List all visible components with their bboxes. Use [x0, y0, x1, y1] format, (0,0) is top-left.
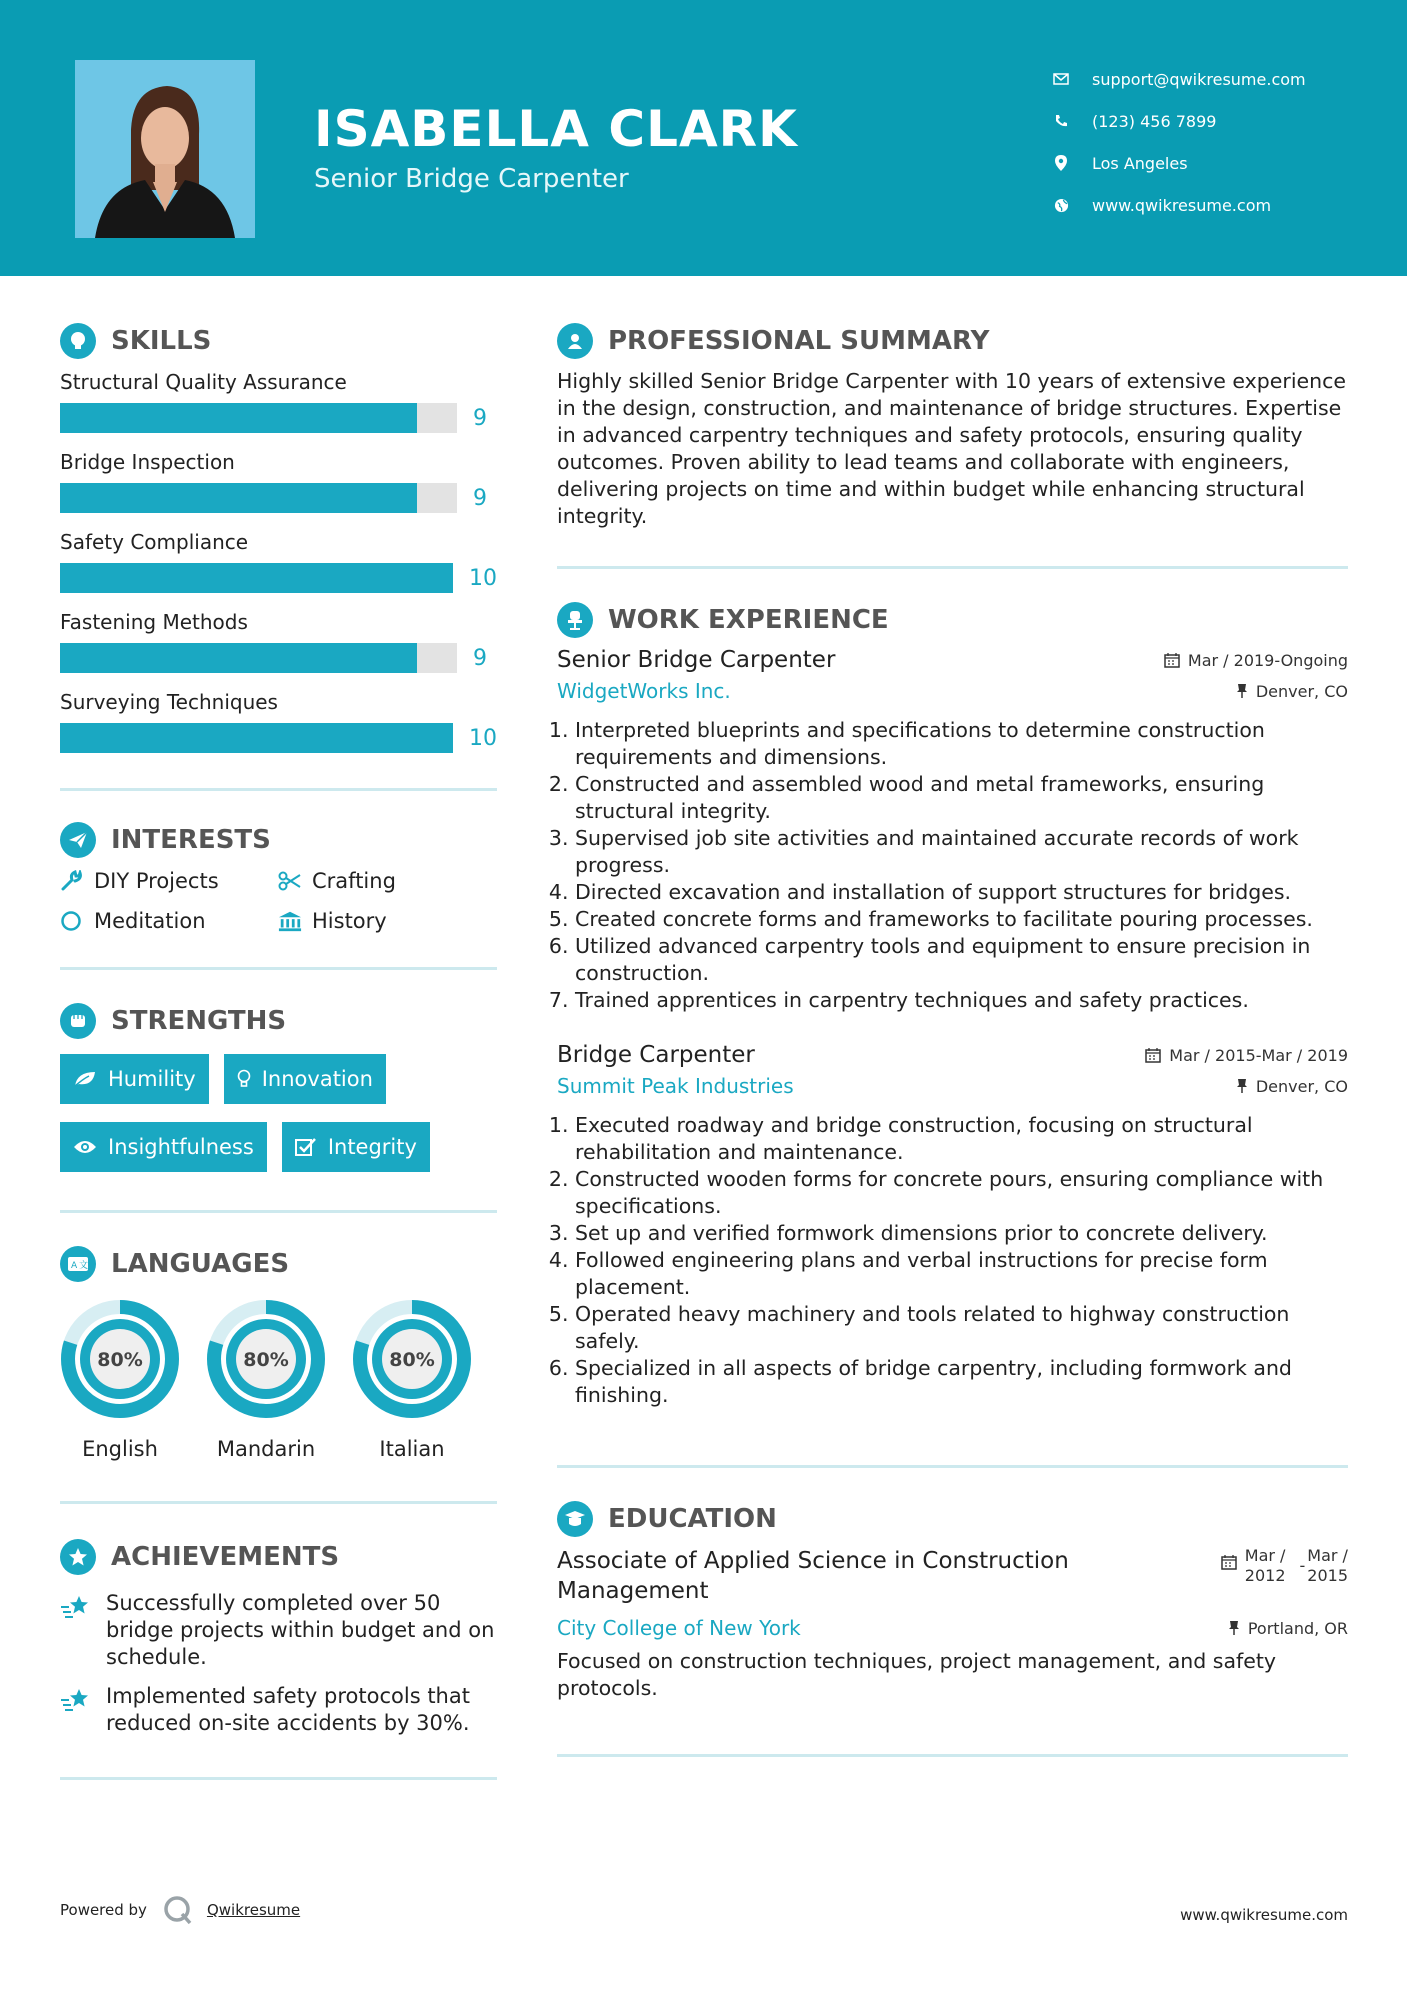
- interest-item: [60, 909, 278, 933]
- summary-section: [557, 318, 1348, 569]
- map-pin-icon: [1050, 152, 1072, 174]
- education-degree: Associate of Applied Science in Construction Management: [557, 1548, 1069, 1604]
- interests-list: [60, 869, 497, 933]
- strengths-header: [60, 998, 497, 1044]
- duty-item: 4. Directed excavation and installation of support structures for bridges.: [575, 879, 1348, 906]
- education-header: [557, 1496, 1348, 1542]
- skill-bar-row: [60, 554, 497, 602]
- skill-bar-row: [60, 714, 497, 762]
- skill-bar-track: [60, 643, 457, 673]
- job-title: Bridge Carpenter: [557, 1042, 755, 1068]
- achievement-text: Implemented safety protocols that reduced on-site accidents by 30%.: [106, 1684, 470, 1735]
- svg-text:文: 文: [79, 1261, 89, 1271]
- candidate-title: Senior Bridge Carpenter: [314, 164, 629, 194]
- duty-item: 5. Operated heavy machinery and tools related to highway construction safely.: [575, 1301, 1348, 1355]
- globe-icon: [1050, 194, 1072, 216]
- skill-item: [60, 370, 497, 442]
- job-title: Senior Bridge Carpenter: [557, 647, 836, 673]
- interest-item: [278, 909, 496, 933]
- calendar-icon: [1221, 1554, 1237, 1570]
- contact-email[interactable]: [1050, 58, 1306, 100]
- languages-section: [60, 1241, 497, 1504]
- skill-item: [60, 690, 497, 762]
- powered-by-text: Powered by: [60, 1901, 147, 1919]
- fist-icon: [60, 1003, 96, 1039]
- education-title: EDUCATION: [608, 1504, 777, 1534]
- language-name: English: [82, 1437, 158, 1461]
- duty-item: 6. Specialized in all aspects of bridge carpentry, including formwork and finishing.: [575, 1355, 1348, 1409]
- duty-item: 5. Created concrete forms and frameworks to facilitate pouring processes.: [575, 906, 1348, 933]
- shooting-star-icon: [60, 1687, 92, 1717]
- job-company-row: [557, 679, 1348, 703]
- job-location: [1236, 682, 1348, 701]
- languages-title: LANGUAGES: [111, 1249, 290, 1279]
- divider: [557, 566, 1348, 569]
- education-date-dash: -: [1299, 1556, 1306, 1575]
- language-item: [206, 1299, 326, 1461]
- pushpin-icon: [1236, 683, 1248, 699]
- header-banner: [0, 0, 1407, 276]
- skill-name: Fastening Methods: [60, 610, 248, 634]
- job-dates-text: Mar / 2019-Ongoing: [1187, 650, 1348, 670]
- job-title-row: [557, 1042, 1348, 1068]
- skill-bar-row: [60, 474, 497, 522]
- education-description: Focused on construction techniques, project management, and safety protocols.: [557, 1649, 1277, 1700]
- language-name: Italian: [379, 1437, 445, 1461]
- job-dates-text: Mar / 2015-Mar / 2019: [1169, 1045, 1348, 1065]
- skill-value: 9: [473, 405, 487, 431]
- job-company: WidgetWorks Inc.: [557, 679, 731, 703]
- education-end: [1307, 1546, 1348, 1586]
- job-title-row: [557, 647, 1348, 673]
- skill-item: [60, 450, 497, 522]
- contact-phone[interactable]: [1050, 100, 1306, 142]
- strength-tag: [60, 1122, 267, 1172]
- achievements-title: ACHIEVEMENTS: [111, 1542, 340, 1572]
- duty-item: 4. Followed engineering plans and verbal instructions for precise form placement.: [575, 1247, 1348, 1301]
- skill-value: 10: [469, 565, 497, 591]
- lightbulb-icon: [237, 1069, 251, 1089]
- skill-bar-fill: [60, 563, 453, 593]
- job-company: Summit Peak Industries: [557, 1074, 794, 1098]
- achievements-header: [60, 1534, 497, 1580]
- duty-item: 2. Constructed and assembled wood and metal frameworks, ensuring structural integrity.: [575, 771, 1348, 825]
- divider: [557, 1754, 1348, 1757]
- leaf-icon: [73, 1070, 97, 1088]
- skill-name: Safety Compliance: [60, 530, 249, 554]
- profile-photo: [75, 60, 255, 238]
- achievement-item: [60, 1683, 497, 1737]
- summary-header: [557, 318, 1348, 364]
- eye-icon: [73, 1139, 97, 1155]
- divider: [60, 967, 497, 970]
- language-donut: [60, 1299, 180, 1419]
- strength-label: Insightfulness: [108, 1135, 254, 1159]
- svg-text:A: A: [71, 1261, 78, 1271]
- interest-item: [278, 869, 496, 893]
- skill-bar-row: [60, 634, 497, 682]
- language-percent: 80%: [389, 1349, 435, 1371]
- scissors-icon: [278, 869, 302, 893]
- education-dates: [1221, 1546, 1348, 1586]
- contact-website[interactable]: [1050, 184, 1306, 226]
- achievements-section: [60, 1534, 497, 1780]
- interests-title: INTERESTS: [111, 825, 271, 855]
- language-item: [352, 1299, 472, 1461]
- phone-icon: [1050, 110, 1072, 132]
- strength-label: Integrity: [327, 1135, 417, 1159]
- brand-link[interactable]: Qwikresume: [206, 1901, 301, 1919]
- job-location-text: Denver, CO: [1255, 681, 1348, 701]
- wrench-icon: [60, 869, 84, 893]
- skill-item: [60, 530, 497, 602]
- education-location: [1228, 1619, 1348, 1638]
- footer-powered-by: [60, 1895, 300, 1925]
- divider: [60, 788, 497, 791]
- duty-item: 7. Trained apprentices in carpentry techniques and safety practices.: [575, 987, 1348, 1014]
- skill-value: 10: [469, 725, 497, 751]
- right-column: [557, 318, 1348, 1757]
- skill-bar-track: [60, 723, 453, 753]
- divider: [60, 1501, 497, 1504]
- job-location: [1236, 1077, 1348, 1096]
- strengths-title: STRENGTHS: [111, 1006, 287, 1036]
- circle-icon: [60, 909, 84, 933]
- strength-tag: [282, 1122, 430, 1172]
- education-location-text: Portland, OR: [1247, 1618, 1348, 1638]
- education-start: [1245, 1546, 1286, 1586]
- skill-value: 9: [473, 645, 487, 671]
- skills-list: [60, 370, 497, 762]
- summary-title: PROFESSIONAL SUMMARY: [608, 326, 990, 356]
- job-location-text: Denver, CO: [1255, 1076, 1348, 1096]
- strength-tag: [60, 1054, 209, 1104]
- interest-label: History: [312, 909, 387, 933]
- divider: [60, 1210, 497, 1213]
- experience-title: WORK EXPERIENCE: [608, 605, 889, 635]
- divider: [60, 1777, 497, 1780]
- interests-section: [60, 817, 497, 970]
- contact-phone-text: (123) 456 7899: [1092, 111, 1217, 131]
- achievement-text: Successfully completed over 50 bridge projects within budget and on schedule.: [106, 1591, 495, 1669]
- contact-location: [1050, 142, 1306, 184]
- paper-plane-icon: [60, 822, 96, 858]
- strengths-section: [60, 998, 497, 1213]
- education-school: City College of New York: [557, 1616, 801, 1640]
- duty-item: 1. Interpreted blueprints and specifications to determine construction requirements and dimensions.: [575, 717, 1348, 771]
- interest-item: [60, 869, 278, 893]
- skill-name: Bridge Inspection: [60, 450, 235, 474]
- languages-header: [60, 1241, 497, 1287]
- interests-header: [60, 817, 497, 863]
- calendar-icon: [1164, 652, 1180, 668]
- calendar-icon: [1145, 1047, 1161, 1063]
- job-entry: [557, 647, 1348, 1014]
- strengths-tags: [60, 1054, 497, 1172]
- skill-bar-track: [60, 483, 457, 513]
- qwikresume-logo-icon: [163, 1895, 193, 1925]
- duty-item: 3. Supervised job site activities and maintained accurate records of work progress.: [575, 825, 1348, 879]
- education-end-year: 2015: [1307, 1566, 1348, 1585]
- duty-item: 3. Set up and verified formwork dimensions prior to concrete delivery.: [575, 1220, 1348, 1247]
- skill-bar-fill: [60, 403, 417, 433]
- duty-item: 2. Constructed wooden forms for concrete pours, ensuring compliance with specifications.: [575, 1166, 1348, 1220]
- skill-bar-fill: [60, 643, 417, 673]
- skills-header: [60, 318, 497, 364]
- language-percent: 80%: [97, 1349, 143, 1371]
- language-percent: 80%: [243, 1349, 289, 1371]
- footer-website[interactable]: www.qwikresume.com: [1180, 1906, 1348, 1924]
- education-section: [557, 1496, 1348, 1757]
- job-duties: [557, 1112, 1348, 1409]
- skills-title: SKILLS: [111, 326, 212, 356]
- job-entry: [557, 1042, 1348, 1409]
- office-chair-icon: [557, 602, 593, 638]
- education-start-month: Mar /: [1244, 1546, 1286, 1565]
- contact-location-text: Los Angeles: [1092, 153, 1188, 173]
- skill-item: [60, 610, 497, 682]
- pushpin-icon: [1228, 1620, 1240, 1636]
- interest-label: Meditation: [94, 909, 206, 933]
- skills-section: [60, 318, 497, 791]
- achievement-item: [60, 1590, 497, 1671]
- education-school-row: [557, 1616, 1348, 1640]
- education-degree-row: [557, 1546, 1348, 1606]
- language-donut: [352, 1299, 472, 1419]
- education-end-month: Mar /: [1307, 1546, 1348, 1565]
- graduate-icon: [557, 1501, 593, 1537]
- skill-name: Structural Quality Assurance: [60, 370, 347, 394]
- job-duties: [557, 717, 1348, 1014]
- star-badge-icon: [60, 1539, 96, 1575]
- contact-website-text: www.qwikresume.com: [1092, 195, 1272, 215]
- pushpin-icon: [1236, 1078, 1248, 1094]
- museum-icon: [278, 909, 302, 933]
- skill-name: Surveying Techniques: [60, 690, 278, 714]
- strength-tag: [224, 1054, 386, 1104]
- duty-item: 6. Utilized advanced carpentry tools and equipment to ensure precision in construction.: [575, 933, 1348, 987]
- strength-label: Humility: [108, 1067, 196, 1091]
- skill-bar-track: [60, 403, 457, 433]
- lightbulb-icon: [60, 323, 96, 359]
- skill-bar-track: [60, 563, 453, 593]
- job-company-row: [557, 1074, 1348, 1098]
- interest-label: DIY Projects: [94, 869, 219, 893]
- language-item: [60, 1299, 180, 1461]
- candidate-name: ISABELLA CLARK: [314, 100, 798, 158]
- skill-value: 9: [473, 485, 487, 511]
- shooting-star-icon: [60, 1594, 92, 1624]
- envelope-icon: [1050, 68, 1072, 90]
- user-circle-icon: [557, 323, 593, 359]
- summary-text: Highly skilled Senior Bridge Carpenter with 10 years of extensive experience in the design, construction, and maintenance of bridge structures. Expertise in advanced carpentry techniques and safety protocols, ensuring quality outcomes. Proven ability to lead teams and collaborate with engineers, delivering projects on time and within budget while enhancing structural integrity.: [557, 369, 1346, 528]
- education-start-year: 2012: [1244, 1566, 1286, 1585]
- experience-section: [557, 597, 1348, 1468]
- skill-bar-fill: [60, 483, 417, 513]
- interest-label: Crafting: [312, 869, 396, 893]
- job-dates: [1145, 1046, 1348, 1065]
- strength-label: Innovation: [261, 1067, 373, 1091]
- check-square-icon: [295, 1137, 317, 1157]
- languages-list: [60, 1299, 497, 1461]
- job-dates: [1164, 651, 1348, 670]
- language-icon: [60, 1246, 96, 1282]
- left-column: [60, 318, 497, 1780]
- divider: [557, 1465, 1348, 1468]
- experience-header: [557, 597, 1348, 643]
- contact-block: [1050, 58, 1306, 226]
- language-donut: [206, 1299, 326, 1419]
- skill-bar-fill: [60, 723, 453, 753]
- skill-bar-row: [60, 394, 497, 442]
- language-name: Mandarin: [216, 1437, 316, 1461]
- contact-email-text: support@qwikresume.com: [1092, 69, 1306, 89]
- duty-item: 1. Executed roadway and bridge construction, focusing on structural rehabilitation and maintenance.: [575, 1112, 1348, 1166]
